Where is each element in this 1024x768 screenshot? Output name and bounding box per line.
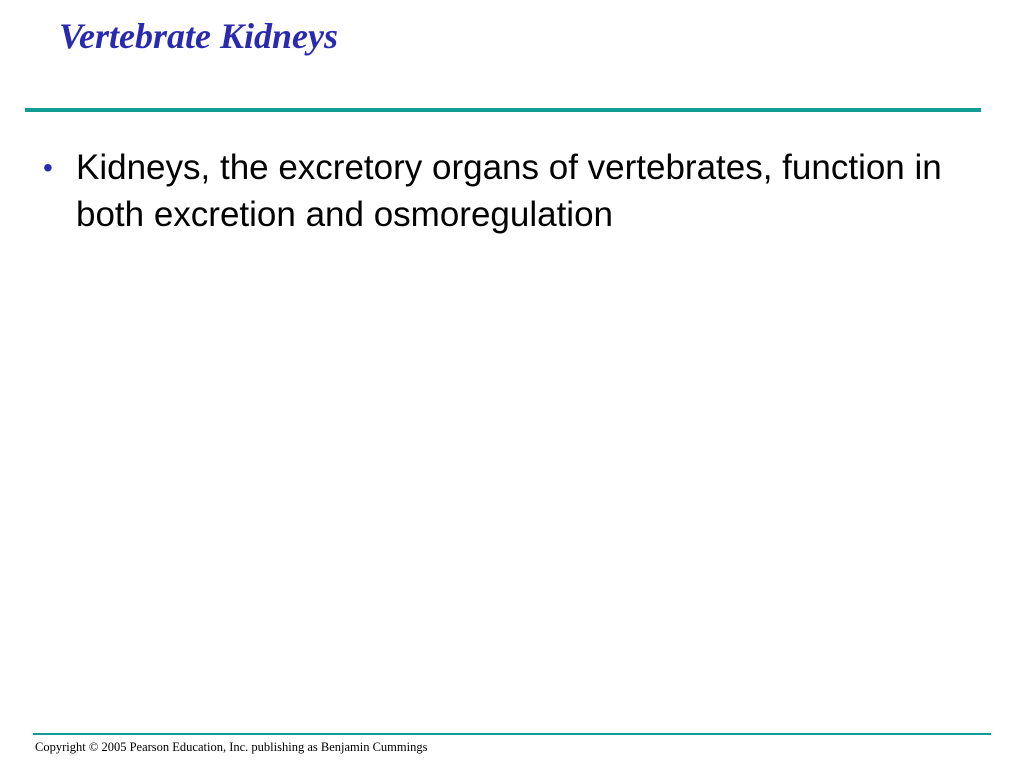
bullet-item xyxy=(40,144,980,238)
title-divider xyxy=(25,108,981,112)
bullet-icon: • xyxy=(43,152,53,183)
slide-title: Vertebrate Kidneys xyxy=(59,16,338,56)
footer-divider xyxy=(33,733,991,735)
bullet-text: Kidneys, the excretory organs of vertebrates, function in both excretion and osmoregulation xyxy=(76,148,942,234)
bullet-list xyxy=(40,144,980,238)
copyright-footer: Copyright © 2005 Pearson Education, Inc. publishing as Benjamin Cummings xyxy=(35,740,428,754)
